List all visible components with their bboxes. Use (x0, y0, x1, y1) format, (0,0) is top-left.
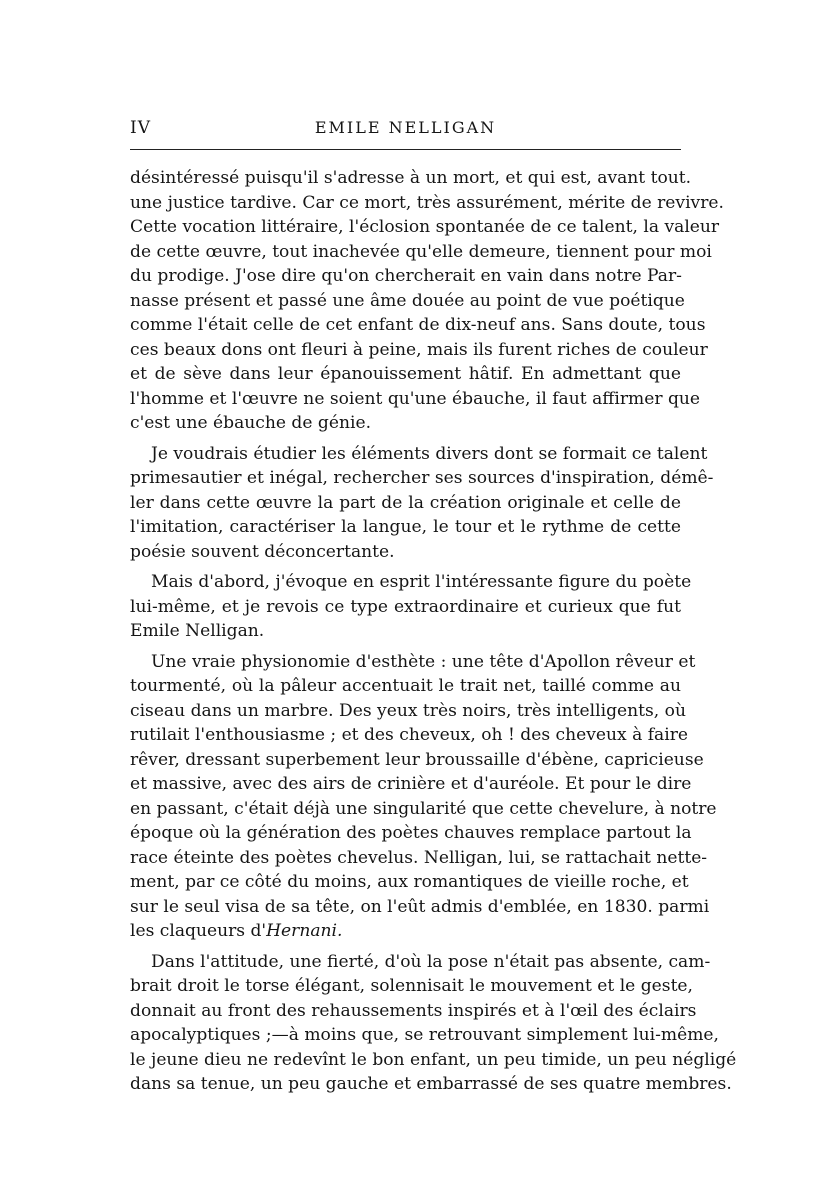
paragraph-1 (130, 166, 724, 436)
text-line: ment, par ce côté du moins, aux romantiques de vieille roche, et (130, 872, 689, 892)
text-line: poésie souvent déconcertante. (130, 541, 395, 562)
text-line: l'homme et l'œuvre ne soient qu'une ébauche, il faut affirmer que (130, 388, 701, 409)
work-title-italic: Hernani. (266, 921, 343, 941)
text-line: ciseau dans un marbre. Des yeux très noirs, très intelligents, où (130, 700, 686, 721)
text-line: de cette œuvre, tout inachevée qu'elle demeure, tiennent pour moi (130, 241, 712, 262)
text-line (130, 919, 681, 944)
text-line: donnait au front des rehaussements inspirés et à l'œil des éclairs (130, 1000, 697, 1021)
text-line: race éteinte des poètes chevelus. Nelligan, lui, se rattachait nette- (130, 847, 708, 868)
body-text (130, 166, 737, 1097)
text-line: apocalyptiques ;—à moins que, se retrouvant simplement lui-même, (130, 1025, 719, 1045)
page-header (130, 114, 681, 142)
text-line: et de sève dans leur épanouissement hâtif. En admettant que (130, 364, 681, 384)
text-line: brait droit le torse élégant, solennisait le mouvement et le geste, (130, 976, 693, 996)
text-line: une justice tardive. Car ce mort, très assurément, mérite de revivre. (130, 192, 724, 213)
text-line: sur le seul visa de sa tête, on l'eût admis d'emblée, en 1830. parmi (130, 896, 710, 917)
text-line: du prodige. J'ose dire qu'on chercherait en vain dans notre Par- (130, 266, 682, 286)
text-line: époque où la génération des poètes chauves remplace partout la (130, 823, 692, 843)
page-number: IV (130, 118, 151, 138)
paragraph-2 (130, 442, 714, 565)
text-line-prefix: les claqueurs d' (130, 921, 267, 941)
text-line: primesautier et inégal, rechercher ses sources d'inspiration, démê- (130, 468, 714, 488)
text-line: rêver, dressant superbement leur broussaille d'ébène, capricieuse (130, 749, 704, 770)
header-rule (130, 149, 681, 150)
text-line: comme l'était celle de cet enfant de dix-neuf ans. Sans doute, tous (130, 315, 706, 335)
text-line: Cette vocation littéraire, l'éclosion spontanée de ce talent, la valeur (130, 217, 720, 237)
text-line: c'est une ébauche de génie. (130, 413, 371, 433)
running-title: EMILE NELLIGAN (314, 118, 497, 137)
text-line: et massive, avec des airs de crinière et d'auréole. Et pour le dire (130, 774, 692, 794)
text-line: ler dans cette œuvre la part de la création originale et celle de (130, 492, 681, 513)
paragraph-3 (130, 570, 692, 644)
paragraph-4 (130, 650, 717, 944)
text-line: en passant, c'était déjà une singularité que cette chevelure, à notre (130, 798, 717, 819)
text-line: Dans l'attitude, une fierté, d'où la pose n'était pas absente, cam- (151, 951, 711, 972)
text-line: Emile Nelligan. (130, 621, 265, 641)
text-line: Mais d'abord, j'évoque en esprit l'intéressante figure du poète (151, 572, 692, 592)
text-line: tourmenté, où la pâleur accentuait le trait net, taillé comme au (130, 676, 681, 696)
text-line: nasse présent et passé une âme douée au point de vue poétique (130, 290, 685, 311)
text-line: ces beaux dons ont fleuri à peine, mais ils furent riches de couleur (130, 339, 708, 360)
text-line: dans sa tenue, un peu gauche et embarrassé de ses quatre membres. (130, 1074, 732, 1094)
text-line: Je voudrais étudier les éléments divers dont se formait ce talent (151, 443, 708, 464)
text-line: le jeune dieu ne redevînt le bon enfant, un peu timide, un peu négligé (130, 1049, 737, 1070)
paragraph-5 (130, 950, 737, 1097)
text-line: l'imitation, caractériser la langue, le tour et le rythme de cette (130, 517, 681, 537)
text-line: lui-même, et je revois ce type extraordinaire et curieux que fut (130, 596, 681, 617)
text-line: désintéressé puisqu'il s'adresse à un mort, et qui est, avant tout. (130, 168, 692, 188)
text-line: rutilait l'enthousiasme ; et des cheveux, oh ! des cheveux à faire (130, 725, 688, 745)
text-line: Une vraie physionomie d'esthète : une tête d'Apollon rêveur et (151, 651, 696, 672)
